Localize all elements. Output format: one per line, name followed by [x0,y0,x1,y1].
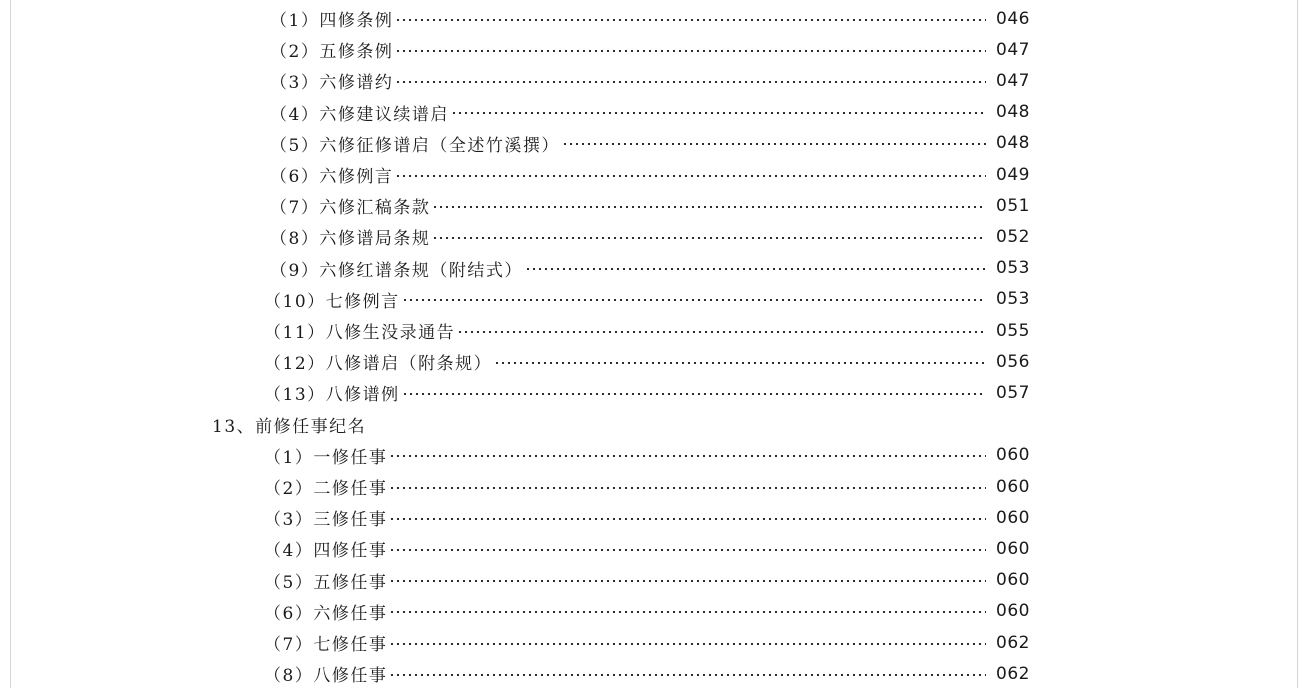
toc-entry [270,159,1030,190]
toc-dot-leader [525,268,986,270]
toc-entry [270,253,1030,284]
toc-dot-leader [562,143,986,145]
toc-entry [264,502,1030,533]
toc-page-number: 047 [996,39,1030,60]
toc-page-number: 062 [996,632,1030,653]
toc-page-number: 048 [996,133,1030,154]
toc-dot-leader [402,299,986,301]
toc-page-number: 052 [996,226,1030,247]
toc-page-number: 049 [996,164,1030,185]
toc-entry [264,565,1030,596]
toc-entry [264,315,1030,346]
toc-dot-leader [395,175,986,177]
toc-entry-title: （5）五修任事 [264,572,388,593]
toc-entry-title: （8）六修谱局条规 [270,229,431,250]
toc-entry [264,596,1030,627]
toc-dot-leader [389,643,986,645]
toc-entry-title: （7）六修汇稿条款 [270,198,431,219]
toc-entry-title: （2）二修任事 [264,479,388,499]
toc-entry [270,97,1030,128]
toc-entry [264,377,1030,408]
toc-dot-leader [395,81,986,83]
toc-page-number: 056 [996,351,1030,372]
toc-entry [270,221,1030,252]
toc-entry-title: （2）五修条例 [270,42,394,63]
toc-dot-leader [395,19,986,21]
toc-entry-title: （9）六修红谱条规（附结式） [270,260,523,281]
toc-page-number: 046 [996,8,1030,29]
toc-page-number: 060 [996,445,1030,466]
toc-page-number: 055 [996,320,1030,341]
toc-dot-leader [389,611,986,613]
toc-entry-title: （11）八修生没录通告 [264,323,456,343]
toc-entry [270,65,1030,96]
toc-entry-title: （10）七修例言 [264,291,400,312]
toc-entry [264,440,1030,471]
toc-dot-leader [451,112,986,114]
toc-entry-title: （7）七修任事 [264,635,388,655]
toc-page-number: 060 [996,507,1030,528]
toc-entry-title: （3）三修任事 [264,510,388,531]
toc-dot-leader [432,237,986,239]
toc-entry [270,190,1030,221]
toc-entry [264,346,1030,377]
toc-entry-title: （4）六修建议续谱启 [270,104,449,125]
toc-dot-leader [389,580,986,582]
toc-page-number: 057 [996,382,1030,403]
toc-entry [264,533,1030,564]
toc-entry [264,471,1030,502]
toc-entry-title: （3）六修谱约 [270,73,394,94]
toc-entry-title: （4）四修任事 [264,541,388,562]
toc-page-number: 053 [996,258,1030,279]
toc-dot-leader [457,331,986,333]
toc-section-title: 13、前修任事纪名 [212,416,367,437]
toc-entry [264,284,1030,315]
toc-entry [264,658,1030,689]
toc-entry-title: （12）八修谱启（附条规） [264,354,493,375]
toc-dot-leader [402,393,986,395]
toc-page-number: 060 [996,538,1030,559]
toc-entry-title: （8）八修任事 [264,666,388,687]
toc-dot-leader [389,674,986,676]
toc-page-number: 053 [996,289,1030,310]
toc-dot-leader [389,455,986,457]
toc-entry-title: （1）一修任事 [264,447,388,468]
toc-entry [270,3,1030,34]
toc-page-number: 060 [996,570,1030,591]
toc-dot-leader [395,50,986,52]
toc-entry-title: （5）六修征修谱启（全述竹溪撰） [270,135,560,156]
toc-entry-title: （1）四修条例 [270,11,394,31]
toc-page-number: 060 [996,476,1030,497]
toc-dot-leader [389,518,986,520]
toc-page-number: 051 [996,195,1030,216]
toc-entry [264,627,1030,658]
toc-entry [270,128,1030,159]
toc-page-number: 062 [996,663,1030,684]
toc-dot-leader [389,487,986,489]
toc-section-heading [212,409,366,440]
toc-entry-title: （6）六修例言 [270,167,394,187]
toc-entry-title: （6）六修任事 [264,603,388,624]
toc-page-number: 047 [996,70,1030,91]
toc-dot-leader [432,206,986,208]
toc-entry-title: （13）八修谱例 [264,385,400,406]
toc-page-number: 060 [996,601,1030,622]
toc-dot-leader [389,549,986,551]
toc-page-number: 048 [996,102,1030,123]
toc-dot-leader [494,362,986,364]
toc-entry [270,34,1030,65]
